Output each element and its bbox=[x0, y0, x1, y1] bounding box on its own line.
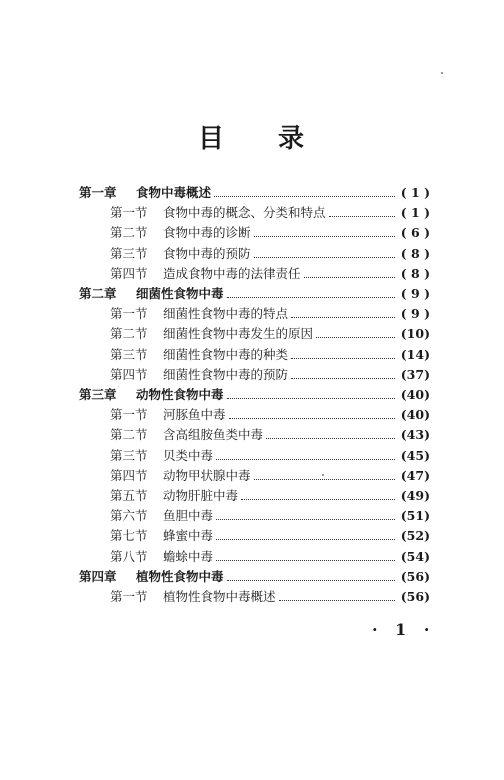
toc-section-row bbox=[110, 264, 430, 284]
toc-section-row bbox=[110, 526, 430, 546]
toc-entry-title: 细菌性食物中毒的特点 bbox=[163, 306, 289, 322]
page-title bbox=[0, 118, 504, 155]
toc-entry-title: 细菌性食物中毒 bbox=[136, 286, 224, 301]
toc-entry-title: 细菌性食物中毒的种类 bbox=[163, 346, 289, 362]
toc-entry-page: (45) bbox=[400, 447, 430, 463]
toc-entry-page: ( 8 ) bbox=[400, 265, 430, 281]
toc-chapter-row bbox=[79, 567, 430, 587]
scan-speck bbox=[441, 72, 443, 74]
toc-entry-page: (54) bbox=[400, 548, 430, 564]
toc-entry-number: 第三章 bbox=[79, 387, 117, 402]
toc-entry-page: (52) bbox=[400, 528, 430, 544]
dot-leader bbox=[304, 265, 395, 278]
toc-entry-page: (51) bbox=[400, 508, 430, 524]
toc-section-row bbox=[110, 203, 430, 223]
toc-section-row bbox=[110, 405, 430, 425]
toc-entry-title: 食物中毒的诊断 bbox=[163, 225, 251, 241]
toc-entry-title: 蜂蜜中毒 bbox=[163, 528, 214, 544]
dot-leader bbox=[329, 204, 395, 217]
dot-leader bbox=[266, 426, 395, 439]
dot-leader bbox=[316, 325, 395, 338]
dot-leader bbox=[291, 366, 395, 379]
toc-entry-number: 第二章 bbox=[79, 286, 117, 301]
toc-entry-title: 植物性食物中毒概述 bbox=[163, 589, 276, 604]
toc-chapter-row bbox=[79, 385, 430, 405]
toc-entry-title: 食物中毒概述 bbox=[136, 185, 212, 200]
toc-entry-number: 第二节 bbox=[110, 225, 148, 241]
dot-leader bbox=[279, 588, 395, 601]
toc-entry-number: 第三节 bbox=[110, 447, 148, 463]
page-number: · 1 · bbox=[372, 620, 436, 639]
toc-entry-page: (14) bbox=[400, 346, 430, 362]
toc-section-row bbox=[110, 345, 430, 365]
toc-section-row bbox=[110, 324, 430, 344]
toc-section-row bbox=[110, 304, 430, 324]
toc-section-row bbox=[110, 547, 430, 567]
toc-entry-page: (40) bbox=[400, 407, 430, 423]
toc-section-row bbox=[110, 446, 430, 466]
dot-leader bbox=[216, 507, 395, 520]
dot-leader bbox=[216, 548, 395, 561]
toc-section-row bbox=[110, 425, 430, 445]
title-char-1: 目 bbox=[197, 124, 226, 154]
toc-entry-title: 动物性食物中毒 bbox=[136, 387, 224, 402]
toc-entry-page: ( 8 ) bbox=[400, 245, 430, 261]
toc-entry-number: 第一节 bbox=[110, 306, 148, 322]
dot-leader bbox=[241, 487, 395, 500]
dot-leader bbox=[254, 245, 395, 258]
toc-section-row bbox=[110, 587, 430, 607]
toc-section-row bbox=[110, 223, 430, 243]
scan-speck bbox=[322, 474, 324, 476]
toc-entry-number: 第一节 bbox=[110, 205, 148, 221]
toc-entry-title: 食物中毒的预防 bbox=[163, 245, 251, 261]
toc-entry-page: ( 1 ) bbox=[400, 205, 430, 221]
dot-leader bbox=[227, 285, 395, 298]
toc-chapter-row bbox=[79, 284, 430, 304]
toc-entry-number: 第一章 bbox=[79, 185, 117, 200]
dot-leader bbox=[291, 305, 395, 318]
toc-entry-number: 第四节 bbox=[110, 467, 148, 483]
toc-entry-title: 贝类中毒 bbox=[163, 447, 214, 463]
dot-leader bbox=[229, 406, 395, 419]
dot-leader bbox=[216, 527, 395, 540]
toc-entry-title: 含高组胺鱼类中毒 bbox=[163, 427, 264, 443]
toc-entry-number: 第四章 bbox=[79, 568, 117, 584]
toc-entry-number: 第八节 bbox=[110, 548, 148, 564]
title-char-2: 录 bbox=[278, 124, 307, 154]
toc-entry-page: (10) bbox=[400, 326, 430, 342]
toc-entry-number: 第四节 bbox=[110, 366, 148, 382]
dot-leader bbox=[227, 568, 395, 581]
toc-entry-page: (43) bbox=[400, 427, 430, 443]
toc-section-row bbox=[110, 506, 430, 526]
toc-section-row bbox=[110, 365, 430, 385]
toc-entry-page: (56) bbox=[400, 589, 430, 604]
toc-section-row bbox=[110, 244, 430, 264]
dot-leader bbox=[291, 346, 395, 359]
toc-section-row bbox=[110, 486, 430, 506]
toc-entry-title: 鱼胆中毒 bbox=[163, 508, 214, 524]
toc-entry-title: 动物肝脏中毒 bbox=[163, 488, 239, 503]
toc-entry-title: 造成食物中毒的法律责任 bbox=[163, 265, 301, 281]
dot-leader bbox=[216, 447, 395, 460]
toc-entry-number: 第一节 bbox=[110, 589, 148, 604]
toc-entry-page: (37) bbox=[400, 366, 430, 382]
toc-entry-number: 第五节 bbox=[110, 488, 148, 503]
toc-entry-page: ( 1 ) bbox=[400, 185, 430, 200]
dot-leader bbox=[254, 467, 395, 480]
toc-entry-number: 第二节 bbox=[110, 326, 148, 342]
toc-entry-number: 第二节 bbox=[110, 427, 148, 443]
toc-entry-title: 河豚鱼中毒 bbox=[163, 407, 226, 423]
toc-entry-page: ( 9 ) bbox=[400, 286, 430, 301]
toc-entry-page: ( 9 ) bbox=[400, 306, 430, 322]
toc-entry-page: (49) bbox=[400, 488, 430, 503]
toc-entry-page: (56) bbox=[400, 568, 430, 584]
toc-entry-number: 第一节 bbox=[110, 407, 148, 423]
toc-chapter-row bbox=[79, 183, 430, 203]
dot-leader bbox=[227, 386, 395, 399]
dot-leader bbox=[254, 224, 395, 237]
toc-entry-number: 第三节 bbox=[110, 245, 148, 261]
toc-entry-title: 细菌性食物中毒的预防 bbox=[163, 366, 289, 382]
toc-section-row bbox=[110, 466, 430, 486]
toc-entry-number: 第七节 bbox=[110, 528, 148, 544]
toc-entry-title: 细菌性食物中毒发生的原因 bbox=[163, 326, 314, 342]
toc-entry-page: (40) bbox=[400, 387, 430, 402]
toc-entry-number: 第四节 bbox=[110, 265, 148, 281]
toc-entry-page: ( 6 ) bbox=[400, 225, 430, 241]
toc-entry-title: 植物性食物中毒 bbox=[136, 568, 224, 584]
toc-entry-title: 食物中毒的概念、分类和特点 bbox=[163, 205, 326, 221]
toc-entry-page: (47) bbox=[400, 467, 430, 483]
toc-entry-title: 蟾蜍中毒 bbox=[163, 548, 214, 564]
toc-entry-number: 第六节 bbox=[110, 508, 148, 524]
toc-entry-number: 第三节 bbox=[110, 346, 148, 362]
toc-entry-title: 动物甲状腺中毒 bbox=[163, 467, 251, 483]
dot-leader bbox=[214, 184, 395, 197]
